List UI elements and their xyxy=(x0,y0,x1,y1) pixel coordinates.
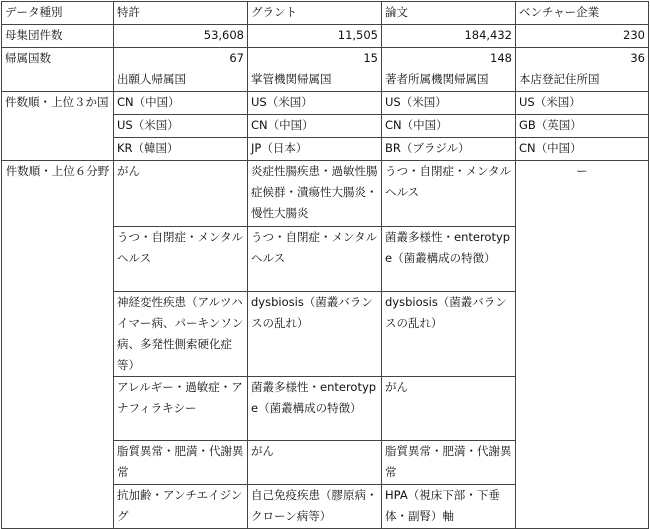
countries-grant xyxy=(248,48,382,92)
top3-cell: US（米国） xyxy=(516,92,649,115)
top6-cell: dysbiosis（菌叢バランスの乱れ） xyxy=(382,292,516,377)
top6-row xyxy=(2,161,649,227)
top3-cell: CN（中国） xyxy=(114,92,248,115)
header-patent: 特許 xyxy=(114,2,248,25)
top6-cell: dysbiosis（菌叢バランスの乱れ） xyxy=(248,292,382,377)
top6-label: 件数順・上位６分野 xyxy=(2,161,114,529)
top3-row xyxy=(2,92,649,115)
top6-cell: うつ・自閉症・メンタルヘルス xyxy=(382,161,516,227)
countries-row xyxy=(2,48,649,92)
population-label: 母集団件数 xyxy=(2,25,114,48)
countries-paper xyxy=(382,48,516,92)
top6-cell: うつ・自閉症・メンタルヘルス xyxy=(114,227,248,292)
population-patent: 53,608 xyxy=(114,25,248,48)
population-paper: 184,432 xyxy=(382,25,516,48)
countries-patent xyxy=(114,48,248,92)
top3-cell: US（米国） xyxy=(114,115,248,138)
top6-cell: がん xyxy=(248,441,382,485)
countries-venture-count: 36 xyxy=(630,51,645,65)
countries-paper-count: 148 xyxy=(490,51,512,65)
countries-label: 帰属国数 xyxy=(2,48,114,92)
top3-cell: GB（英国） xyxy=(516,115,649,138)
header-venture: ベンチャー企業 xyxy=(516,2,649,25)
top3-cell: CN（中国） xyxy=(516,138,649,161)
top3-cell: US（米国） xyxy=(248,92,382,115)
header-paper: 論文 xyxy=(382,2,516,25)
top6-cell: HPA（視床下部・下垂体・副腎）軸 xyxy=(382,485,516,529)
top3-cell: CN（中国） xyxy=(382,115,516,138)
top6-cell: 菌叢多様性・enterotype（菌叢構成の特徴） xyxy=(248,377,382,441)
top3-cell: BR（ブラジル） xyxy=(382,138,516,161)
top3-cell: JP（日本） xyxy=(248,138,382,161)
population-row xyxy=(2,25,649,48)
top6-cell: うつ・自閉症・メンタルヘルス xyxy=(248,227,382,292)
top6-cell: がん xyxy=(382,377,516,441)
top6-venture-cell: ー xyxy=(516,161,649,529)
top6-cell: がん xyxy=(114,161,248,227)
top6-cell: 自己免疫疾患（膠原病・クローン病等） xyxy=(248,485,382,529)
data-table xyxy=(1,1,649,529)
top6-cell: 炎症性腸疾患・過敏性腸症候群・潰瘍性大腸炎・慢性大腸炎 xyxy=(248,161,382,227)
top6-cell: 脂質異常・肥満・代謝異常 xyxy=(114,441,248,485)
countries-grant-sublabel: 掌管機関帰属国 xyxy=(251,72,332,86)
top3-label: 件数順・上位３か国 xyxy=(2,92,114,161)
header-row xyxy=(2,2,649,25)
countries-venture-sublabel: 本店登記住所国 xyxy=(519,72,600,86)
top3-cell: CN（中国） xyxy=(248,115,382,138)
top6-cell: 脂質異常・肥満・代謝異常 xyxy=(382,441,516,485)
population-grant: 11,505 xyxy=(248,25,382,48)
top3-cell: US（米国） xyxy=(382,92,516,115)
top6-cell: 抗加齢・アンチエイジング xyxy=(114,485,248,529)
top6-cell: アレルギー・過敏症・アナフィラキシー xyxy=(114,377,248,441)
countries-patent-sublabel: 出願人帰属国 xyxy=(117,72,186,86)
header-grant: グラント xyxy=(248,2,382,25)
top3-cell: KR（韓国） xyxy=(114,138,248,161)
countries-venture xyxy=(516,48,649,92)
header-data-type: データ種別 xyxy=(2,2,114,25)
countries-patent-count: 67 xyxy=(229,51,244,65)
countries-paper-sublabel: 著者所属機関帰属国 xyxy=(385,72,489,86)
top6-cell: 神経変性疾患（アルツハイマー病、パーキンソン病、多発性側索硬化症等） xyxy=(114,292,248,377)
population-venture: 230 xyxy=(516,25,649,48)
countries-grant-count: 15 xyxy=(363,51,378,65)
top6-cell: 菌叢多様性・enterotype（菌叢構成の特徴） xyxy=(382,227,516,292)
